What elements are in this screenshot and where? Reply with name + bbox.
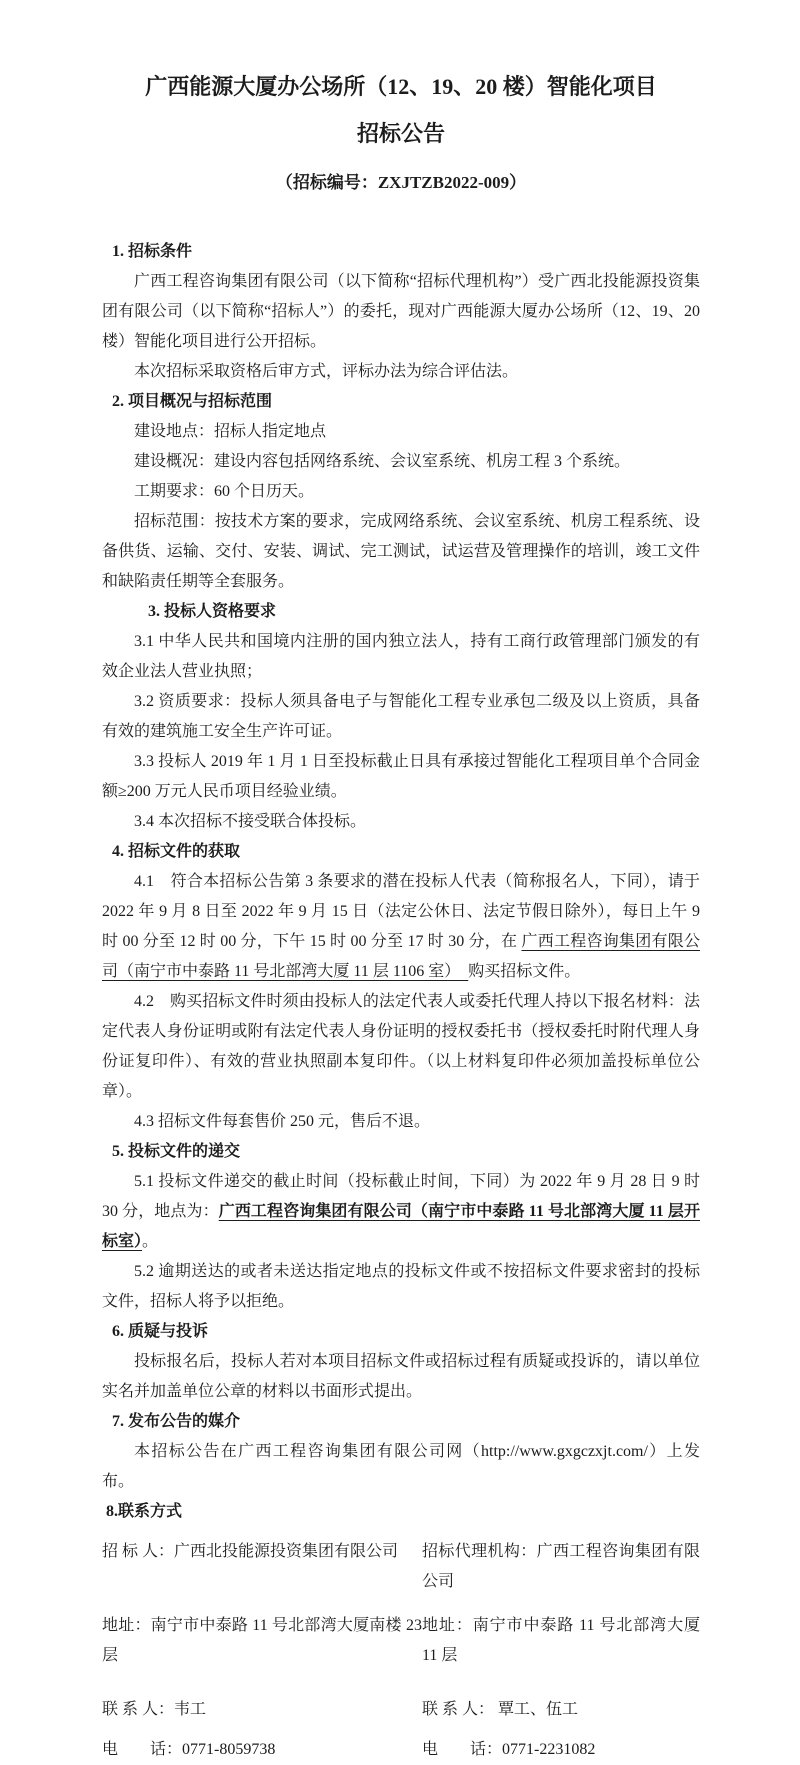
tenderer-contact-person: 联 系 人：韦工	[102, 1701, 207, 1718]
doc-title-line1: 广西能源大厦办公场所（12、19、20 楼）智能化项目	[145, 74, 657, 99]
section-3-paragraph-1: 3.1 中华人民共和国境内注册的国内独立法人，持有工商行政管理部门颁发的有效企业法人营业执照；	[102, 633, 700, 680]
section-7-heading: 7. 发布公告的媒介	[112, 1413, 241, 1430]
section-2-paragraph-duration: 工期要求：60 个日历天。	[134, 483, 315, 500]
tenderer-address: 地址：南宁市中泰路 11 号北部湾大厦南楼 23 层	[102, 1617, 422, 1664]
section-1-paragraph-1: 广西工程咨询集团有限公司（以下简称“招标代理机构”）受广西北投能源投资集团有限公司（以下简称“招标人”）的委托，现对广西能源大厦办公场所（12、19、20 楼）智能化项目进行公开招标。	[102, 273, 700, 350]
section-1-paragraph-2: 本次招标采取资格后审方式，评标办法为综合评估法。	[134, 363, 519, 380]
section-3-paragraph-2: 3.2 资质要求：投标人须具备电子与智能化工程专业承包二级及以上资质，具备有效的建筑施工安全生产许可证。	[102, 693, 700, 740]
agency-contact-person: 联 系 人： 覃工、伍工	[422, 1701, 579, 1718]
section-5-paragraph-1	[102, 1167, 700, 1257]
section-6-paragraph-1: 投标报名后，投标人若对本项目招标文件或招标过程有质疑或投诉的，请以单位实名并加盖单位公章的材料以书面形式提出。	[102, 1353, 700, 1400]
section-2-paragraph-location: 建设地点：招标人指定地点	[134, 423, 327, 440]
section-3-paragraph-4: 3.4 本次招标不接受联合体投标。	[134, 813, 367, 830]
agency-address: 地址：南宁市中泰路 11 号北部湾大厦 11 层	[422, 1617, 700, 1664]
section-3-paragraph-3: 3.3 投标人 2019 年 1 月 1 日至投标截止日具有承接过智能化工程项目单个合同金额≥200 万元人民币项目经验业绩。	[102, 753, 700, 800]
section-4-paragraph-2: 4.2 购买招标文件时须由投标人的法定代表人或委托代理人持以下报名材料：法定代表人身份证明或附有法定代表人身份证明的授权委托书（授权委托时附代理人身份证复印件）、有效的营业执照副本复印件。（以上材料复印件必须加盖投标单位公章）。	[102, 993, 700, 1100]
contact-row-address	[102, 1611, 700, 1671]
section-4-paragraph-3: 4.3 招标文件每套售价 250 元，售后不退。	[134, 1113, 431, 1130]
section-5-paragraph-1-bold-underlined-address: 广西工程咨询集团有限公司（南宁市中泰路 11 号北部湾大厦 11 层开标室）	[102, 1203, 700, 1250]
section-4-heading: 4. 招标文件的获取	[112, 843, 241, 860]
tender-number: （招标编号：ZXJTZB2022-009）	[275, 173, 527, 192]
section-5-paragraph-2: 5.2 逾期送达的或者未送达指定地点的投标文件或不按招标文件要求密封的投标文件，招标人将予以拒绝。	[102, 1263, 700, 1310]
section-2-paragraph-overview: 建设概况：建设内容包括网络系统、会议室系统、机房工程 3 个系统。	[134, 453, 631, 470]
tenderer-name: 招 标 人：广西北投能源投资集团有限公司	[102, 1543, 399, 1560]
section-2-paragraph-scope: 招标范围：按技术方案的要求，完成网络系统、会议室系统、机房工程系统、设备供货、运输、交付、安装、调试、完工测试，试运营及管理操作的培训，竣工文件和缺陷责任期等全套服务。	[102, 513, 700, 590]
section-1-heading: 1. 招标条件	[112, 243, 193, 260]
section-5-heading: 5. 投标文件的递交	[112, 1143, 241, 1160]
section-4-paragraph-1	[102, 867, 700, 987]
document-body	[102, 237, 700, 1765]
section-8-heading: 8.联系方式	[106, 1503, 183, 1520]
section-5-paragraph-1-text-end: 。	[142, 1233, 159, 1250]
section-2-heading: 2. 项目概况与招标范围	[112, 393, 273, 410]
tenderer-phone: 电 话：0771-8059738	[102, 1741, 276, 1758]
contact-row-party	[102, 1537, 700, 1597]
agency-name: 招标代理机构：广西工程咨询集团有限公司	[422, 1543, 700, 1590]
section-5-paragraph-1-text: 5.1 投标文件递交的截止时间（投标截止时间，下同）为 2022 年 9 月 28 日 9 时 30 分，地点为：	[102, 1173, 700, 1220]
contact-info-block	[102, 1537, 700, 1765]
agency-phone: 电 话：0771-2231082	[422, 1741, 596, 1758]
contact-row-person	[102, 1695, 700, 1725]
section-7-paragraph-1: 本招标公告在广西工程咨询集团有限公司网（http://www.gxgczxjt.com/）上发布。	[102, 1443, 700, 1490]
section-6-heading: 6. 质疑与投诉	[112, 1323, 209, 1340]
section-4-paragraph-1-text-end: 购买招标文件。	[468, 963, 581, 980]
section-4-paragraph-1-underlined-address: 广西工程咨询集团有限公司（南宁市中泰路 11 号北部湾大厦 11 层 1106 室）	[102, 933, 700, 980]
doc-title-line2: 招标公告	[356, 121, 445, 146]
contact-row-phone	[102, 1735, 700, 1765]
section-4-paragraph-1-text: 4.1 符合本招标公告第 3 条要求的潜在投标人代表（简称报名人，下同），请于 2022 年 9 月 8 日至 2022 年 9 月 15 日（法定公休日、法定节假日除外），每日上午 9 时 00 分至 12 时 00 分，下午 15 时 00 分至 17 时 30 分，在	[102, 873, 700, 950]
section-3-heading: 3. 投标人资格要求	[148, 603, 277, 620]
